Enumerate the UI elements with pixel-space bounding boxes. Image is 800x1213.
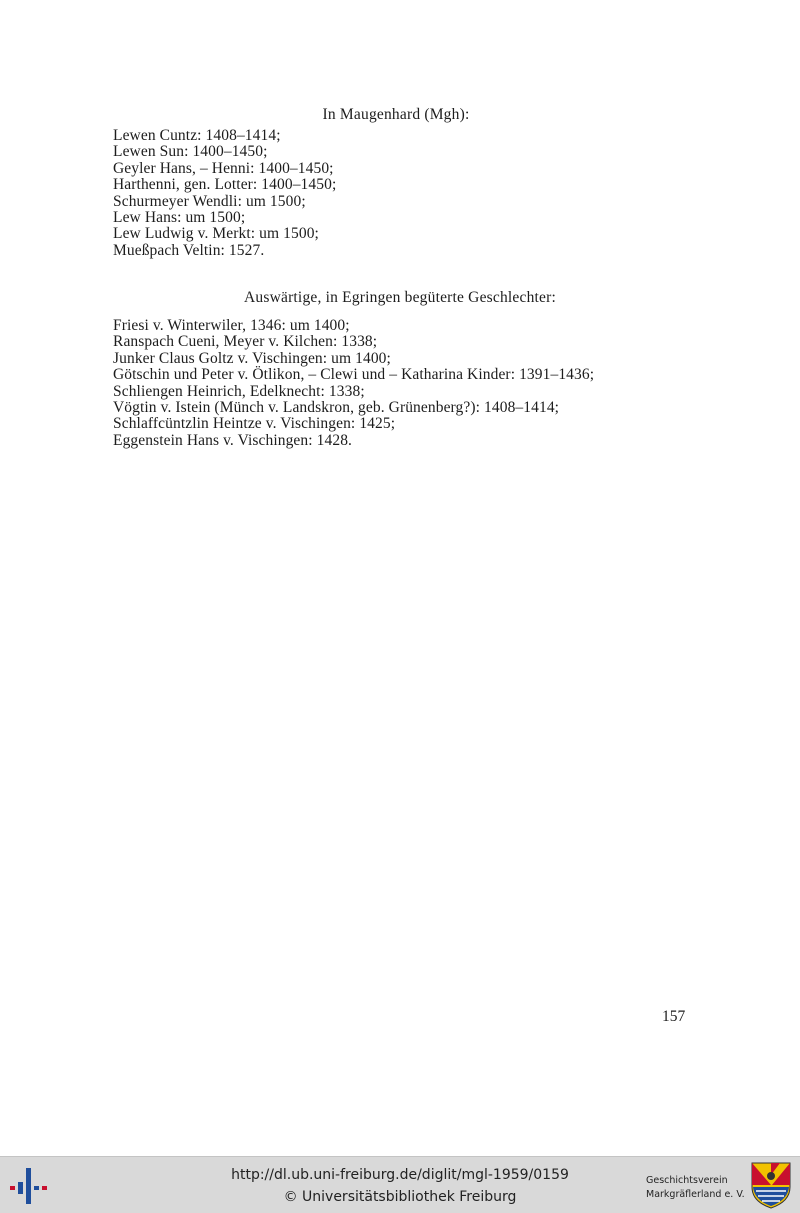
permalink-url[interactable]: http://dl.ub.uni-freiburg.de/diglit/mgl-1959/0159	[231, 1167, 569, 1183]
section-heading-maugenhard: In Maugenhard (Mgh):	[322, 106, 470, 123]
list-item: Ranspach Cueni, Meyer v. Kilchen: 1338;	[113, 333, 378, 351]
list-item: Schurmeyer Wendli: um 1500;	[113, 192, 306, 210]
page-number: 157	[662, 1008, 686, 1025]
list-item: Lewen Sun: 1400–1450;	[113, 143, 268, 161]
list-item: Lew Ludwig v. Merkt: um 1500;	[113, 225, 319, 243]
society-name-line1: Geschichtsverein	[646, 1175, 728, 1186]
list-item: Junker Claus Goltz v. Vischingen: um 1400;	[113, 349, 391, 367]
coat-of-arms-icon[interactable]	[750, 1161, 792, 1209]
list-item: Schliengen Heinrich, Edelknecht: 1338;	[113, 382, 365, 400]
list-item: Eggenstein Hans v. Vischingen: 1428.	[113, 431, 353, 449]
list-item: Lewen Cuntz: 1408–1414;	[113, 127, 281, 144]
entry-list-auswaertige	[113, 318, 594, 449]
section-heading-auswaertige: Auswärtige, in Egringen begüterte Geschlechter:	[244, 289, 556, 306]
list-item: Lew Hans: um 1500;	[113, 209, 246, 227]
society-name	[646, 1174, 745, 1202]
list-item: Mueßpach Veltin: 1527.	[113, 241, 265, 259]
list-item: Harthenni, gen. Lotter: 1400–1450;	[113, 176, 337, 194]
footer-bar	[0, 1156, 800, 1213]
list-item: Geyler Hans, – Henni: 1400–1450;	[113, 159, 334, 177]
list-item: Friesi v. Winterwiler, 1346: um 1400;	[113, 317, 350, 334]
list-item: Götschin und Peter v. Ötlikon, – Clewi und – Katharina Kinder: 1391–1436;	[113, 366, 595, 384]
society-name-line2: Markgräflerland e. V.	[646, 1189, 745, 1200]
entry-list-maugenhard	[113, 128, 336, 259]
list-item: Schlaffcüntzlin Heintze v. Vischingen: 1425;	[113, 415, 396, 433]
copyright-notice: © Universitätsbibliothek Freiburg	[283, 1189, 517, 1205]
list-item: Vögtin v. Istein (Münch v. Landskron, geb. Grünenberg?): 1408–1414;	[113, 399, 560, 417]
